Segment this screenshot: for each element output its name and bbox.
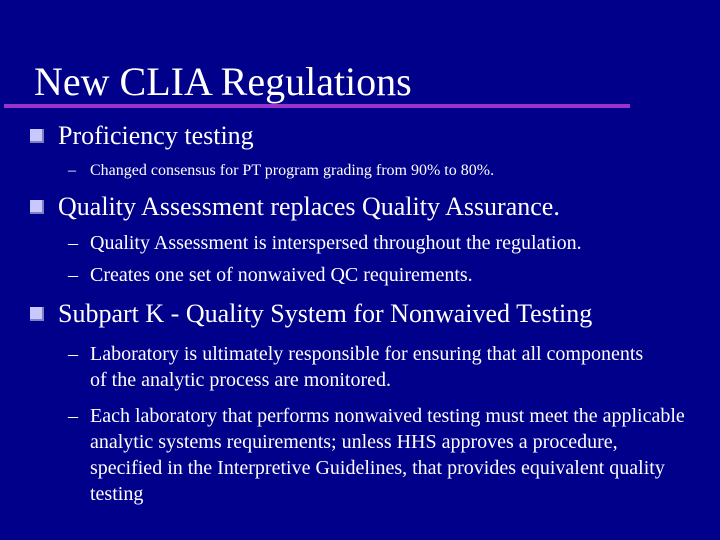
square-bullet-icon	[30, 129, 44, 143]
title-underline	[4, 104, 630, 108]
dash-icon: –	[68, 264, 78, 286]
square-bullet-icon	[30, 307, 44, 321]
sub-bullet-text: Quality Assessment is interspersed throughout the regulation.	[90, 232, 582, 254]
square-bullet-icon	[30, 200, 44, 214]
dash-icon: –	[68, 405, 78, 427]
sub-bullet-text: Changed consensus for PT program grading from 90% to 80%.	[90, 162, 495, 179]
sub-bullet-text: Laboratory is ultimately responsible for ensuring that all components of the analytic process are monitored.	[90, 343, 644, 391]
dash-icon: –	[68, 343, 78, 365]
bullet-label: Subpart K - Quality System for Nonwaived Testing	[58, 299, 593, 328]
bullet-label: Quality Assessment replaces Quality Assurance.	[58, 192, 560, 221]
dash-icon: –	[68, 162, 76, 179]
sub-bullet-text: Each laboratory that performs nonwaived testing must meet the applicable analytic systems requirements; unless HHS approves a procedure, specified in the Interpretive Guidelines, that provides equivalent quality testing	[90, 405, 685, 505]
dash-icon: –	[68, 232, 78, 254]
slide-title: New CLIA Regulations	[34, 59, 412, 104]
sub-bullet-text: Creates one set of nonwaived QC requirements.	[90, 264, 473, 286]
bullet-label: Proficiency testing	[58, 121, 254, 150]
